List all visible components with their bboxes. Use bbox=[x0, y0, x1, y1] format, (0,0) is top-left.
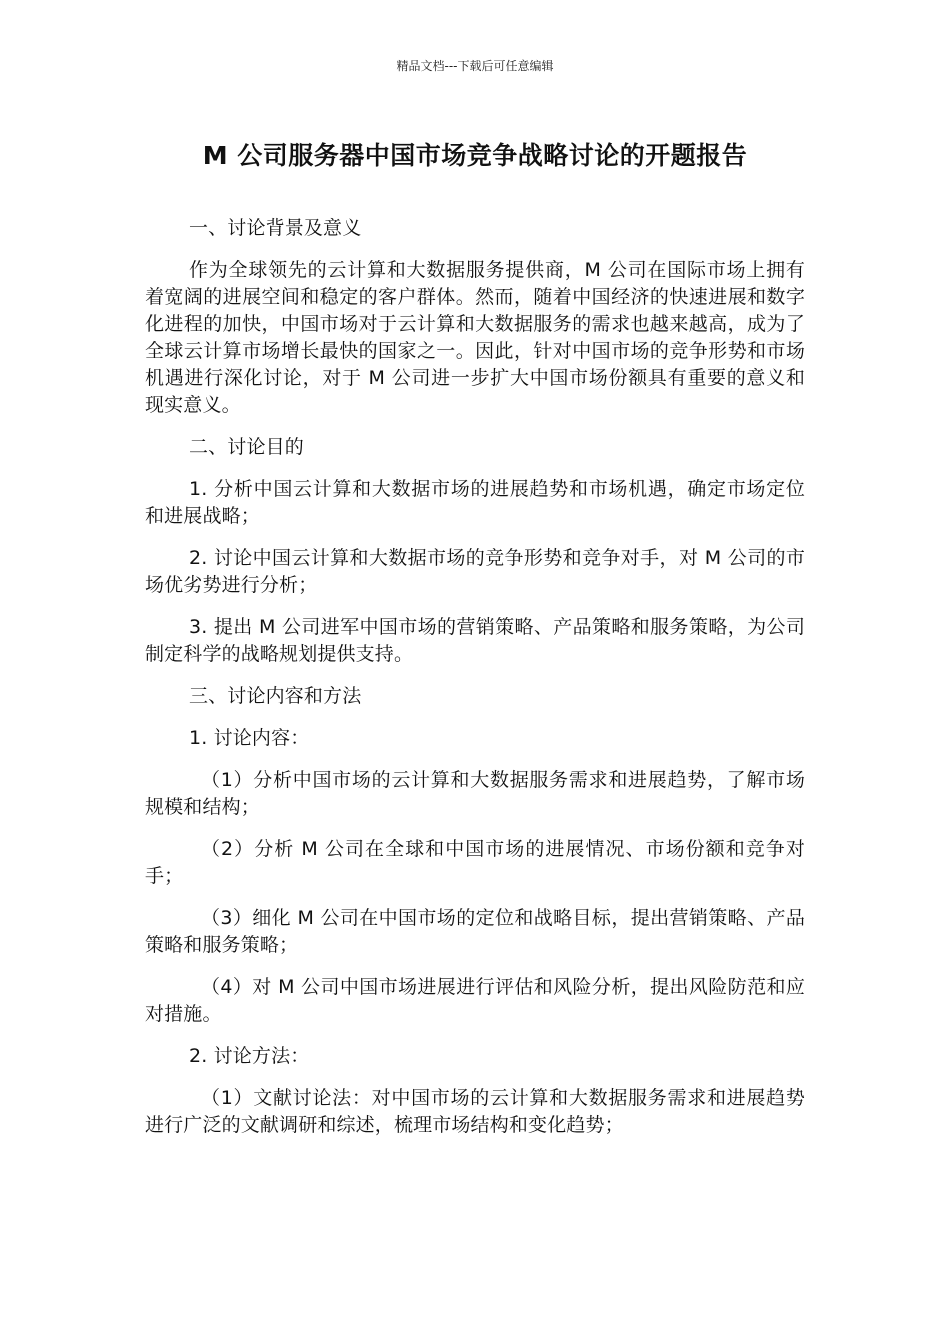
method-item-1: （1）文献讨论法：对中国市场的云计算和大数据服务需求和进展趋势进行广泛的文献调研和综述，梳理市场结构和变化趋势； bbox=[145, 1087, 805, 1136]
purpose-item-3: 3. 提出 M 公司进军中国市场的营销策略、产品策略和服务策略，为公司制定科学的战略规划提供支持。 bbox=[145, 616, 805, 665]
document-body bbox=[145, 215, 805, 1154]
content-item-2: （2）分析 M 公司在全球和中国市场的进展情况、市场份额和竞争对手； bbox=[145, 838, 805, 887]
subheading-content: 1. 讨论内容： bbox=[189, 727, 310, 749]
subheading-method: 2. 讨论方法： bbox=[189, 1045, 310, 1067]
section-heading-purpose: 二、讨论目的 bbox=[189, 436, 304, 458]
purpose-item-2: 2. 讨论中国云计算和大数据市场的竞争形势和竞争对手，对 M 公司的市场优劣势进行分析； bbox=[145, 547, 805, 596]
section-heading-background: 一、讨论背景及意义 bbox=[189, 217, 362, 239]
purpose-item-1: 1. 分析中国云计算和大数据市场的进展趋势和市场机遇，确定市场定位和进展战略； bbox=[145, 478, 805, 527]
content-item-4: （4）对 M 公司中国市场进展进行评估和风险分析，提出风险防范和应对措施。 bbox=[145, 976, 805, 1025]
content-item-1: （1）分析中国市场的云计算和大数据服务需求和进展趋势，了解市场规模和结构； bbox=[145, 769, 805, 818]
content-item-3: （3）细化 M 公司在中国市场的定位和战略目标，提出营销策略、产品策略和服务策略； bbox=[145, 907, 805, 956]
paragraph-background: 作为全球领先的云计算和大数据服务提供商，M 公司在国际市场上拥有着宽阔的进展空间和稳定的客户群体。然而，随着中国经济的快速进展和数字化进程的加快，中国市场对于云计算和大数据服务的需求也越来越高，成为了全球云计算市场增长最快的国家之一。因此，针对中国市场的竞争形势和市场机遇进行深化讨论，对于 M 公司进一步扩大中国市场份额具有重要的意义和现实意义。 bbox=[145, 259, 805, 416]
section-heading-content-method: 三、讨论内容和方法 bbox=[189, 685, 362, 707]
document-title: M 公司服务器中国市场竞争战略讨论的开题报告 bbox=[202, 141, 748, 170]
page-header-note: 精品文档---下载后可任意编辑 bbox=[396, 59, 554, 73]
